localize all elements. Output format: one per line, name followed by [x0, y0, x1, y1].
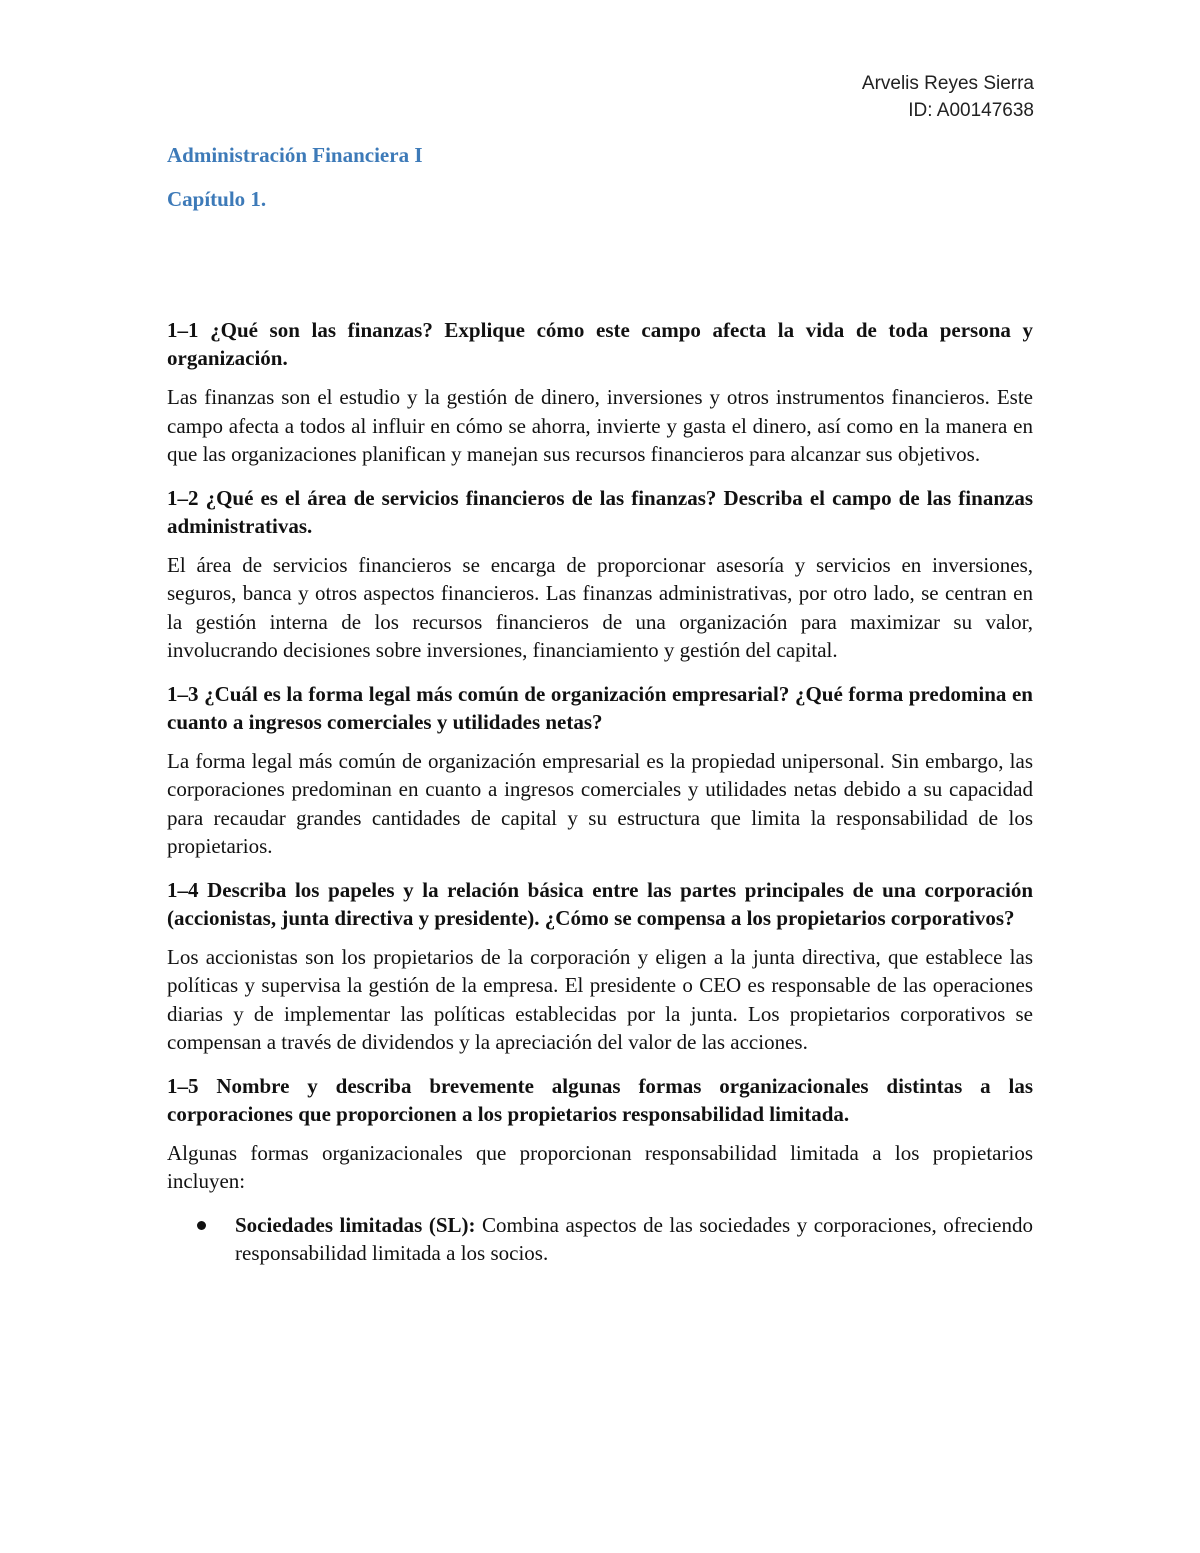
qa-section	[167, 316, 1033, 1268]
answer-3: La forma legal más común de organización empresarial es la propiedad unipersonal. Sin embargo, las corporaciones predominan en cuanto a ingresos comerciales y utilidades netas debido a su capacidad para recaudar grandes cantidades de capital y su estructura que limita la responsabilidad de los propietarios.	[167, 748, 1033, 858]
author-id: ID: A00147638	[908, 100, 1034, 121]
answer-2: El área de servicios financieros se encarga de proporcionar asesoría y servicios en inversiones, seguros, banca y otros aspectos financieros. Las finanzas administrativas, por otro lado, se centran en la gestión interna de los recursos financieros de una organización para maximizar su valor, involucrando decisiones sobre inversiones, financiamiento y gestión del capital.	[167, 552, 1033, 662]
question-4: 1–4 Describa los papeles y la relación básica entre las partes principales de una corporación (accionistas, junta directiva y presidente). ¿Cómo se compensa a los propietarios corporativos?	[167, 877, 1033, 930]
question-5: 1–5 Nombre y describa brevemente algunas formas organizacionales distintas a las corporaciones que proporcionen a los propietarios responsabilidad limitada.	[167, 1073, 1033, 1126]
answer-4: Los accionistas son los propietarios de la corporación y eligen a la junta directiva, que establece las políticas y supervisa la gestión de la empresa. El presidente o CEO es responsable de las operaciones diarias y de implementar las políticas establecidas por la junta. Los propietarios corporativos se compensan a través de dividendos y la apreciación del valor de las acciones.	[167, 944, 1033, 1054]
question-1: 1–1 ¿Qué son las finanzas? Explique cómo este campo afecta la vida de toda persona y organización.	[167, 318, 1033, 370]
course-title: Administración Financiera I	[167, 143, 423, 167]
author-name: Arvelis Reyes Sierra	[861, 73, 1034, 94]
bullet-icon	[197, 1221, 206, 1230]
limited-liability-list	[167, 1211, 1033, 1268]
answer-1: Las finanzas son el estudio y la gestión de dinero, inversiones y otros instrumentos financieros. Este campo afecta a todos al influir en cómo se ahorra, invierte y gasta el dinero, así como en la manera en que las organizaciones planifican y manejan sus recursos financieros para alcanzar sus objetivos.	[167, 385, 1033, 466]
list-item-text: Combina aspectos de las sociedades y corporaciones, ofreciendo responsabilidad limitada a los socios.	[235, 1212, 1033, 1265]
answer-5: Algunas formas organizacionales que proporcionan responsabilidad limitada a los propietarios incluyen:	[167, 1140, 1033, 1193]
list-item-term: Sociedades limitadas (SL):	[235, 1212, 476, 1237]
list-item	[167, 1211, 1033, 1268]
question-2: 1–2 ¿Qué es el área de servicios financieros de las finanzas? Describa el campo de las finanzas administrativas.	[167, 485, 1033, 538]
question-3: 1–3 ¿Cuál es la forma legal más común de organización empresarial? ¿Qué forma predomina en cuanto a ingresos comerciales y utilidades netas?	[167, 681, 1033, 734]
chapter-title: Capítulo 1.	[167, 187, 267, 211]
